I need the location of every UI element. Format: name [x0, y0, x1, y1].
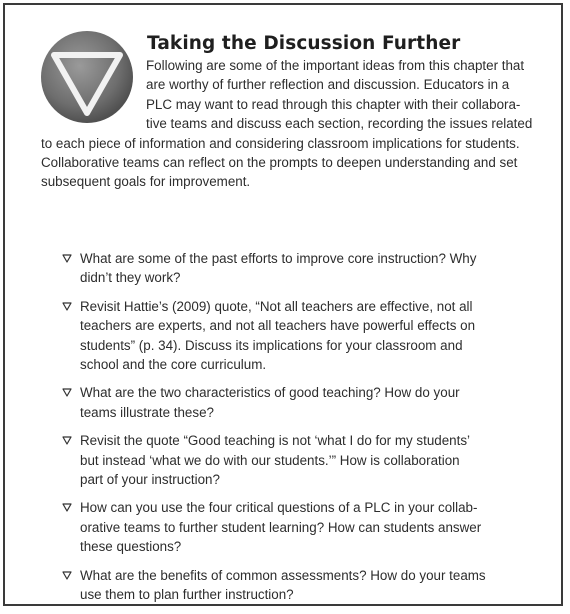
question-line: How can you use the four critical questions of a PLC in your collab-	[80, 500, 478, 516]
triangle-down-outline-icon	[62, 503, 72, 512]
intro-line: tive teams and discuss each section, recording the issues related	[146, 116, 533, 132]
box-title: Taking the Discussion Further	[147, 33, 461, 54]
discussion-questions-list	[62, 249, 532, 614]
question-item	[62, 297, 532, 375]
question-item	[62, 566, 532, 605]
triangle-down-outline-icon	[62, 388, 72, 397]
question-line: Revisit Hattie’s (2009) quote, “Not all teachers are effective, not all	[80, 298, 473, 314]
question-line: but instead ‘what we do with our students.’” How is collaboration	[80, 452, 460, 468]
question-line: use them to plan further instruction?	[80, 587, 294, 603]
question-line: What are the benefits of common assessments? How do your teams	[80, 567, 486, 583]
question-line: students” (p. 34). Discuss its implications for your classroom and	[80, 337, 463, 353]
question-line: part of your instruction?	[80, 472, 220, 488]
question-item	[62, 498, 532, 556]
discussion-box	[3, 3, 563, 606]
triangle-down-outline-icon	[62, 571, 72, 580]
question-item	[62, 383, 532, 422]
intro-line: to each piece of information and considering classroom implications for students.	[41, 135, 520, 151]
intro-paragraph	[41, 56, 547, 192]
triangle-down-outline-icon	[62, 254, 72, 263]
question-line: these questions?	[80, 539, 182, 555]
intro-line: subsequent goals for improvement.	[41, 174, 251, 190]
intro-line: are worthy of further reflection and discussion. Educators in a	[146, 77, 510, 93]
question-line: didn’t they work?	[80, 270, 181, 286]
triangle-down-outline-icon	[62, 302, 72, 311]
intro-line: Collaborative teams can reflect on the prompts to deepen understanding and set	[41, 155, 518, 171]
question-line: What are some of the past efforts to improve core instruction? Why	[80, 251, 477, 266]
intro-line: Following are some of the important ideas from this chapter that	[146, 58, 525, 73]
question-line: school and the core curriculum.	[80, 357, 267, 373]
question-line: Revisit the quote “Good teaching is not ‘what I do for my students’	[80, 433, 471, 449]
question-line: teams illustrate these?	[80, 404, 214, 420]
question-line: orative teams to further student learning? How can students answer	[80, 519, 482, 535]
question-item	[62, 249, 532, 288]
triangle-down-outline-icon	[62, 436, 72, 445]
question-item	[62, 431, 532, 489]
question-line: teachers are experts, and not all teachers have powerful effects on	[80, 318, 476, 334]
question-line: What are the two characteristics of good teaching? How do your	[80, 385, 460, 401]
intro-line: PLC may want to read through this chapter with their collabora-	[146, 96, 521, 112]
